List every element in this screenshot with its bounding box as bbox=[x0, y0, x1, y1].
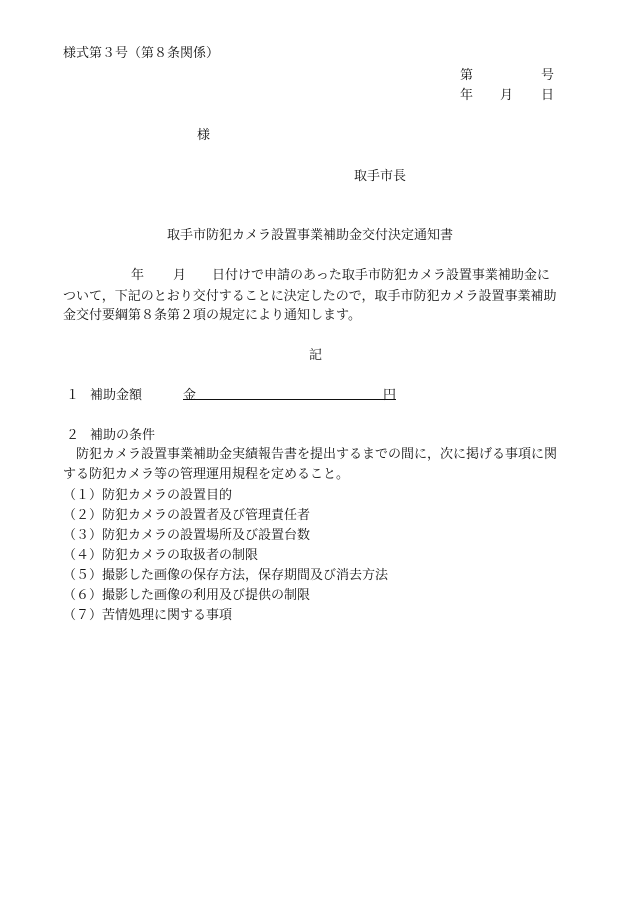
section2-label: 補助の条件 bbox=[90, 428, 156, 443]
recipient-suffix: 様 bbox=[197, 128, 211, 143]
condition-item: （１）防犯カメラの設置目的 bbox=[63, 488, 233, 503]
section1-label: 補助金額 bbox=[90, 388, 143, 403]
document-title: 取手市防犯カメラ設置事業補助金交付決定通知書 bbox=[167, 228, 454, 243]
section2-number: ２ bbox=[66, 428, 80, 443]
intro-line-1: 日付けで申請のあった取手市防犯カメラ設置事業補助金に bbox=[212, 268, 550, 283]
ki-heading: 記 bbox=[309, 348, 323, 363]
sender: 取手市長 bbox=[354, 169, 407, 184]
amount-prefix: 金 bbox=[183, 388, 197, 403]
date-year: 年 bbox=[460, 88, 474, 103]
condition-item: （４）防犯カメラの取扱者の制限 bbox=[63, 548, 259, 563]
intro-year: 年 bbox=[131, 268, 145, 283]
condition-item: （２）防犯カメラの設置者及び管理責任者 bbox=[63, 508, 311, 523]
form-number: 様式第３号（第８条関係） bbox=[63, 46, 220, 61]
amount-underline bbox=[183, 399, 396, 400]
date-day: 日 bbox=[541, 88, 555, 103]
doc-number-dai: 第 bbox=[460, 68, 474, 83]
intro-month: 月 bbox=[173, 268, 187, 283]
condition-item: （７）苦情処理に関する事項 bbox=[63, 608, 233, 623]
section1-number: １ bbox=[66, 388, 80, 403]
date-month: 月 bbox=[500, 88, 514, 103]
condition-item: （３）防犯カメラの設置場所及び設置台数 bbox=[63, 528, 311, 543]
condition-item: （６）撮影した画像の利用及び提供の制限 bbox=[63, 588, 311, 603]
doc-number-go: 号 bbox=[541, 68, 555, 83]
condition-item: （５）撮影した画像の保存方法，保存期間及び消去方法 bbox=[63, 568, 389, 583]
intro-line-2: ついて，下記のとおり交付することに決定したので，取手市防犯カメラ設置事業補助 bbox=[63, 289, 557, 304]
amount-unit: 円 bbox=[383, 388, 397, 403]
section2-body-line-1: 防犯カメラ設置事業補助金実績報告書を提出するまでの間に，次に掲げる事項に関 bbox=[76, 447, 558, 462]
intro-line-3: 金交付要綱第８条第２項の規定により通知します。 bbox=[63, 308, 361, 323]
section2-body-line-2: する防犯カメラ等の管理運用規程を定めること。 bbox=[63, 467, 350, 482]
